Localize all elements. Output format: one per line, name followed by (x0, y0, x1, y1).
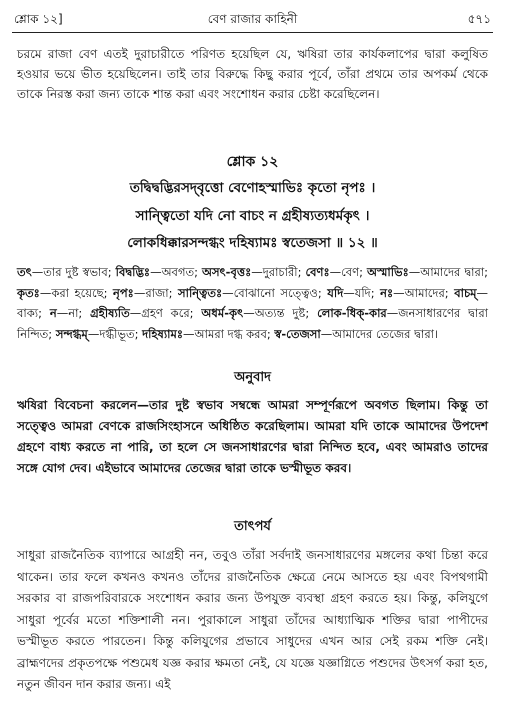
intro-paragraph: চরমে রাজা বেণ এতই দুরাচারীতে পরিণত হয়েছিল যে, ঋষিরা তার কার্যকলাপের দ্বারা কলুষিত হওয়ার ভয়ে ভীত হয়েছিলেন। তাই তার বিরুদ্ধে কিছু করার পূর্বে, তাঁরা প্রথমে তার অপকর্ম থেকে তাকে নিরস্ত করা জন্য তাকে শান্ত করা এবং সংশোধন করার চেষ্টা করেছিলেন। (17, 47, 488, 101)
synonym-entry: অসৎ-বৃত্তঃ—দুরাচারী; (201, 265, 302, 279)
synonym-entry: নৃপঃ—রাজা; (113, 285, 173, 300)
purport-text: সাধুরা রাজনৈতিক ব্যাপারে আগ্রহী নন, তবুও তাঁরা সর্বদাই জনসাধারণের মঙ্গলের কথা চিন্তা করে থাকেন। তার ফলে কখনও কখনও তাঁদের রাজনৈতিক ক্ষেত্রে নেমে আসতে হয় এবং বিপথগামী সরকার বা রাজপরিবারকে সংশোধন করার জন্য উপযুক্ত ব্যবস্থা গ্রহণ করতে হয়। কিন্তু, কলিযুগে সাধুরা পূর্বের মতো শক্তিশালী নন। পুরাকালে সাধুরা তাঁদের আধ্যাত্মিক শক্তির দ্বারা পাপীদের ভস্মীভূত করতে পারতেন। কিন্তু কলিযুগের প্রভাবে সাধুদের এখন আর সেই রকম শক্তি নেই। ব্রাহ্মণদের প্রকৃতপক্ষে পশুমেধ যজ্ঞ করার ক্ষমতা নেই, যে যজ্ঞে যজ্ঞাগ্নিতে পশুদের উৎসর্গ করা হত, নতুন জীবন দান করার জন্য। এই (17, 548, 488, 691)
synonym-entry: দহিষ্যামঃ—আমরা দগ্ধ করব; (142, 326, 271, 341)
synonym-entry: সন্দগ্ধম্—দগ্ধীভূত; (55, 326, 139, 341)
header-rule (12, 32, 493, 33)
synonym-entry: অধর্ম-কৃৎ—অত্যন্ত দুষ্ট; (201, 306, 310, 320)
purport-heading: তাৎপর্য (234, 519, 271, 534)
synonym-entry: লোক-ধিক্-কার—জনসাধারণের দ্বারা নিন্দিত; (17, 306, 489, 341)
synonym-entry: গ্রহীষ্যতি—গ্রহণ করে; (90, 306, 194, 320)
verse-line: তদ্বিদ্বদ্ভিরসদ্‌বৃত্তো বেণোহস্মাভিঃ কৃতো নৃপঃ । (129, 180, 376, 196)
synonym-entry: স্ব-তেজসা—আমাদের তেজের দ্বারা। (274, 326, 439, 341)
synonym-entry: সান্ত্বিতঃ—বোঝানো সত্ত্বেও; (178, 285, 322, 300)
verse-title: শ্লোক ১২ (226, 154, 279, 170)
synonym-entry: ন—না; (49, 306, 83, 320)
translation-heading: অনুবাদ (234, 370, 271, 385)
page-header (14, 8, 491, 30)
translation-text: ঋষিরা বিবেচনা করলেন—তার দুষ্ট স্বভাব সম্বন্ধে আমরা সম্পূর্ণরূপে অবগত ছিলাম। কিন্তু তা সত্ত্বেও আমরা বেণকে রাজসিংহাসনে অধিষ্ঠিত করেছিলাম। আমরা যদি তাকে আমাদের উপদেশ গ্রহণে বাধ্য করতে না পারি, তা হলে সে জনসাধারণের দ্বারা নিন্দিত হবে, এবং আমরাও তাদের সঙ্গে যোগ দেব। এইভাবে আমাদের তেজের দ্বারা তাকে ভস্মীভূত করব। (17, 398, 488, 475)
synonym-entry: বেণঃ—বেণ; (305, 265, 364, 279)
synonym-entry: যদি—যদি; (327, 285, 375, 300)
synonym-entry: বাচম্—বাক্য; (17, 285, 489, 320)
synonym-entry: বিদ্বদ্ভিঃ—অবগত; (115, 265, 198, 279)
verse-line: লোকধিক্কারসন্দগ্ধং দহিষ্যামঃ স্বতেজসা ॥ ১২ ॥ (127, 235, 378, 251)
verse-line: সান্ত্বিতো যদি নো বাচং ন গ্রহীষ্যত্যধর্মকৃৎ । (135, 208, 370, 224)
synonyms-block (17, 262, 488, 344)
synonym-entry: তৎ—তার দুষ্ট স্বভাব; (17, 265, 112, 279)
synonym-entry: অস্মাভিঃ—আমাদের দ্বারা; (367, 265, 489, 279)
verse-reference: শ্লোক ১২] (14, 12, 63, 26)
page-number: ৫৭১ (467, 12, 491, 26)
synonym-entry: কৃতঃ—করা হয়েছে; (17, 285, 108, 300)
running-title: বেণ রাজার কাহিনী (207, 12, 298, 26)
synonym-entry: নঃ—আমাদের; (380, 285, 449, 300)
